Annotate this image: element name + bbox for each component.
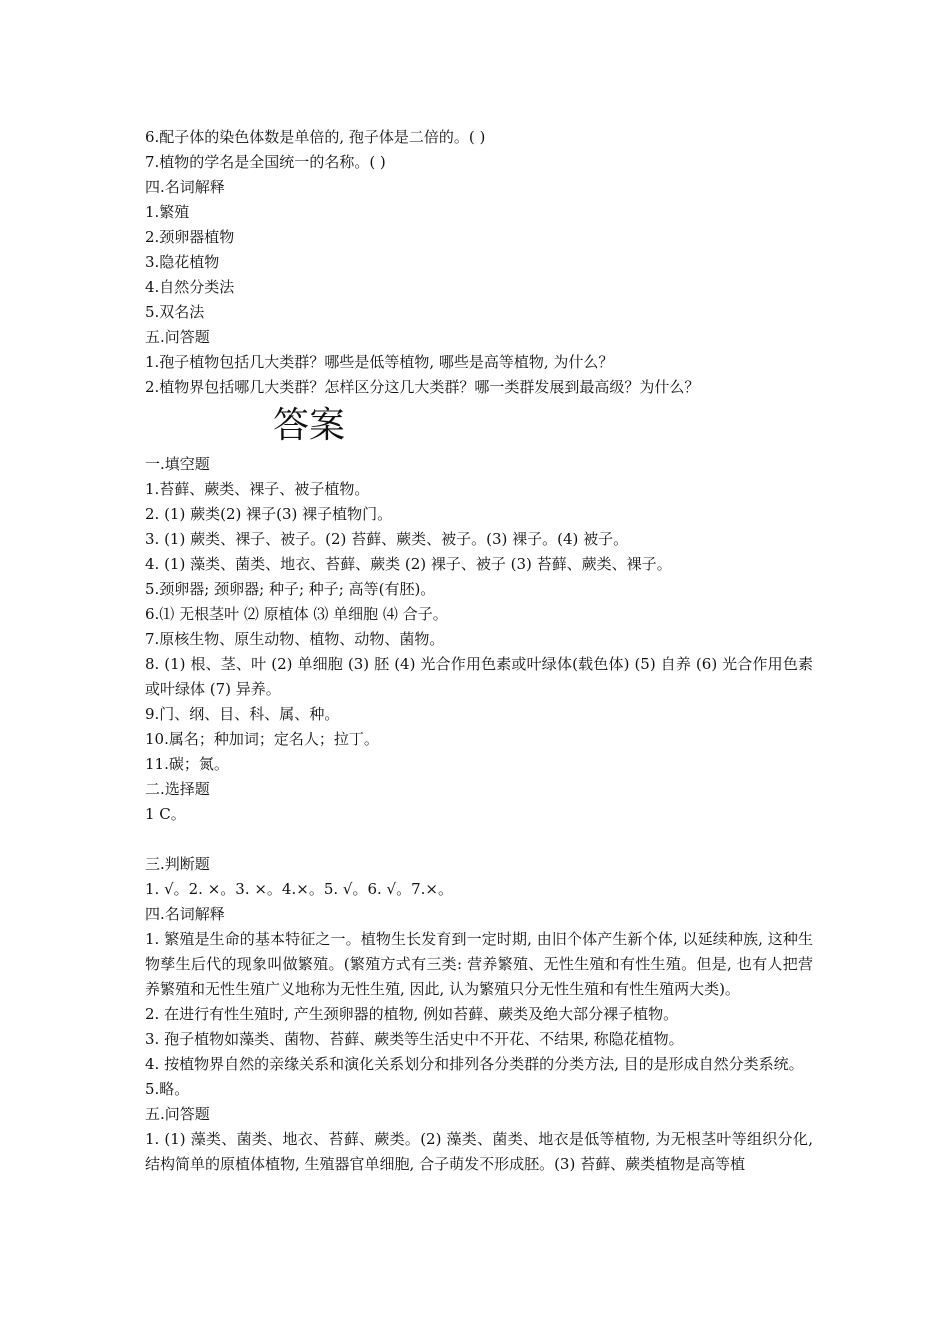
answer-choice: 1 C。	[145, 805, 186, 823]
answer-fill-7: 7.原核生物、原生动物、植物、动物、菌物。	[145, 630, 445, 648]
term-item-2: 2.颈卵器植物	[145, 228, 235, 246]
answer-fill-10: 10.属名；种加词；定名人；拉丁。	[145, 730, 379, 748]
answer-qa-1: 1. (1) 藻类、菌类、地衣、苔藓、蕨类。(2) 藻类、菌类、地衣是低等植物, 为无根茎叶等组织分化, 结构简单的原植体植物, 生殖器官单细胞, 合子萌发不形成胚。(3) 苔藓、蕨类植物是高等植	[145, 1130, 813, 1173]
judge-item-6: 6.配子体的染色体数是单倍的, 孢子体是二倍的。( )	[145, 128, 486, 146]
judge-item-7: 7.植物的学名是全国统一的名称。( )	[145, 153, 386, 171]
answer-judge-heading: 三.判断题	[145, 855, 210, 873]
answer-fill-6: 6.⑴ 无根茎叶 ⑵ 原植体 ⑶ 单细胞 ⑷ 合子。	[145, 605, 448, 623]
answer-qa-heading: 五.问答题	[145, 1105, 210, 1123]
terms-heading: 四.名词解释	[145, 178, 225, 196]
answer-term-1: 1. 繁殖是生命的基本特征之一。植物生长发育到一定时期, 由旧个体产生新个体, 以延续种族, 这种生物孳生后代的现象叫做繁殖。(繁殖方式有三类: 营养繁殖、无性生殖和有性生殖。但是, 也有人把营养繁殖和无性生殖广义地称为无性生殖, 因此, 认为繁殖只分无性生殖和有性生殖两大类)。	[145, 930, 813, 998]
answer-fill-4: 4. (1) 藻类、菌类、地衣、苔藓、蕨类 (2) 裸子、被子 (3) 苔藓、蕨类、裸子。	[145, 555, 672, 573]
answer-fill-5: 5.颈卵器; 颈卵器; 种子; 种子; 高等(有胚)。	[145, 580, 436, 598]
answer-fill-9: 9.门、纲、目、科、属、种。	[145, 705, 340, 723]
term-item-1: 1.繁殖	[145, 203, 190, 221]
qa-item-2: 2.植物界包括哪几大类群？怎样区分这几大类群？哪一类群发展到最高级？为什么？	[145, 378, 700, 396]
document-page	[145, 125, 813, 1177]
answer-terms-heading: 四.名词解释	[145, 905, 225, 923]
qa-item-1: 1.孢子植物包括几大类群？哪些是低等植物, 哪些是高等植物, 为什么？	[145, 353, 614, 371]
answer-fill-heading: 一.填空题	[145, 455, 210, 473]
term-item-5: 5.双名法	[145, 303, 205, 321]
answer-fill-1: 1.苔藓、蕨类、裸子、被子植物。	[145, 480, 370, 498]
answer-fill-2: 2. (1) 蕨类(2) 裸子(3) 裸子植物门。	[145, 505, 393, 523]
qa-heading: 五.问答题	[145, 328, 210, 346]
answer-term-5: 5.略。	[145, 1080, 190, 1098]
term-item-3: 3.隐花植物	[145, 253, 220, 271]
answer-term-4: 4. 按植物界自然的亲缘关系和演化关系划分和排列各分类群的分类方法, 目的是形成自然分类系统。	[145, 1055, 804, 1073]
answer-fill-11: 11.碳；氮。	[145, 755, 229, 773]
term-item-4: 4.自然分类法	[145, 278, 235, 296]
answer-title: 答案	[273, 405, 346, 446]
answer-fill-3: 3. (1) 蕨类、裸子、被子。(2) 苔藓、蕨类、被子。(3) 裸子。(4) 被子。	[145, 530, 629, 548]
answer-judge: 1. √。2. ×。3. ×。4.×。5. √。6. √。7.×。	[145, 880, 453, 898]
answer-term-3: 3. 孢子植物如藻类、菌物、苔藓、蕨类等生活史中不开花、不结果, 称隐花植物。	[145, 1030, 684, 1048]
blank-line	[145, 827, 813, 852]
answer-choice-heading: 二.选择题	[145, 780, 210, 798]
answer-term-2: 2. 在进行有性生殖时, 产生颈卵器的植物, 例如苔藓、蕨类及绝大部分裸子植物。	[145, 1005, 679, 1023]
answer-fill-8: 8. (1) 根、茎、叶 (2) 单细胞 (3) 胚 (4) 光合作用色素或叶绿体(载色体) (5) 自养 (6) 光合作用色素或叶绿体 (7) 异养。	[145, 655, 813, 698]
